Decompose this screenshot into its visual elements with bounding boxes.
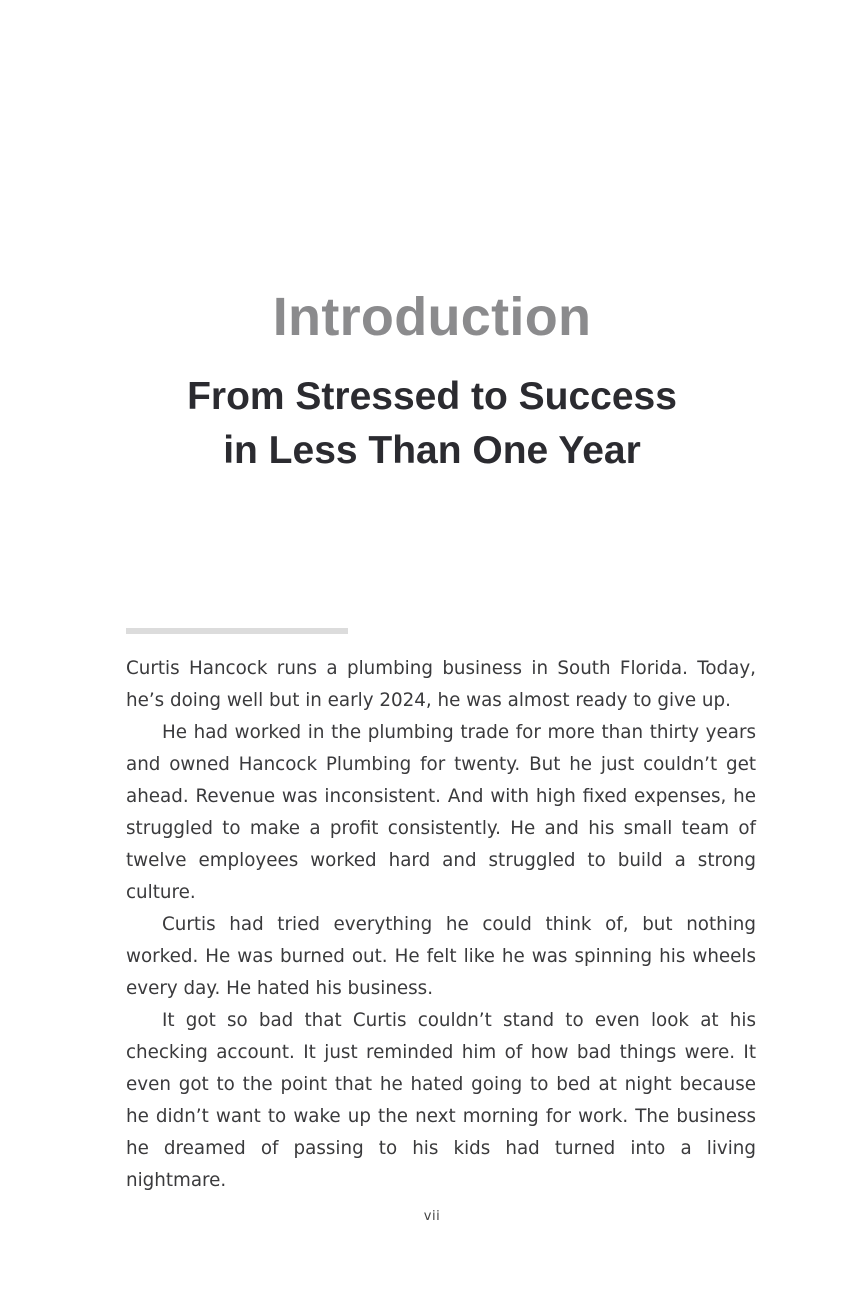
paragraph-4: It got so bad that Curtis couldn’t stand to even look at his checking account. It just reminded him of how bad things were. It even got to the point that he hated going to bed at night because he didn’t want to wake up the next morning for work. The business he dreamed of passing to his kids had turned into a living nightmare.: [126, 1010, 756, 1191]
page-number: vii: [423, 1209, 441, 1224]
section-divider: [126, 628, 348, 634]
paragraph-3: Curtis had tried everything he could think of, but nothing worked. He was burned out. He felt like he was spinning his wheels every day. He hated his business.: [126, 914, 756, 999]
chapter-title: [0, 370, 864, 478]
chapter-label: Introduction: [272, 287, 592, 347]
paragraph-1: Curtis Hancock runs a plumbing business in South Florida. Today, he’s doing well but in early 2024, he was almost ready to give up.: [126, 658, 756, 711]
chapter-title-line-2: in Less Than One Year: [223, 429, 641, 472]
body-text: [126, 653, 756, 1197]
chapter-title-line-1: From Stressed to Success: [187, 375, 677, 418]
paragraph-2: He had worked in the plumbing trade for more than thirty years and owned Hancock Plumbing for twenty. But he just couldn’t get ahead. Revenue was inconsistent. And with high fixed expenses, he struggled to make a profit consistently. He and his small team of twelve employees worked hard and struggled to build a strong culture.: [126, 722, 756, 903]
